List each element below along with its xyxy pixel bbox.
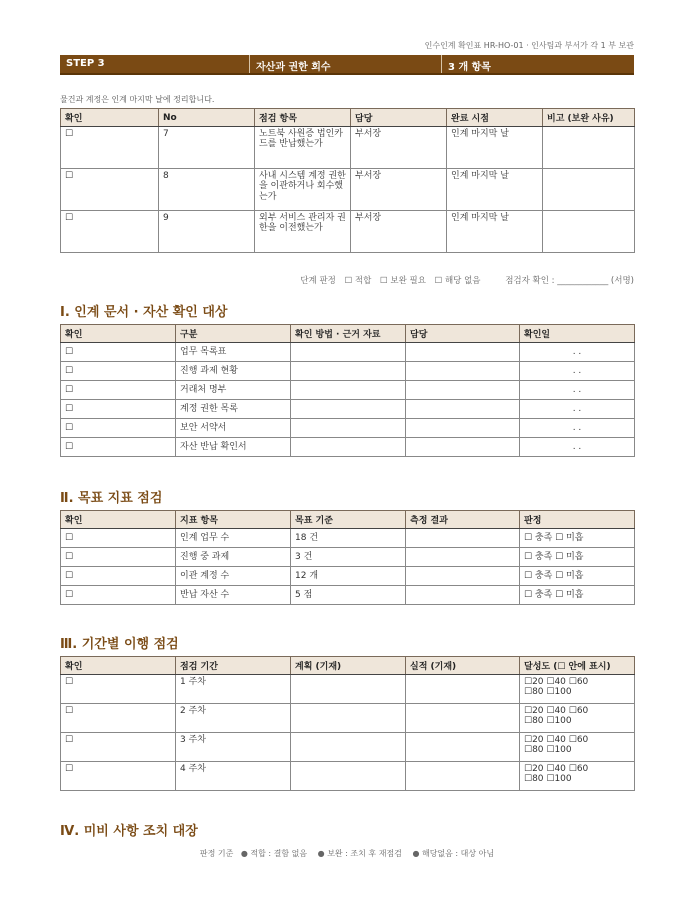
checkbox[interactable]: ☐: [61, 675, 176, 704]
judgement-option-na[interactable]: ☐ 해당 없음: [434, 276, 481, 286]
achievement-options-line: ☐80 ☐100: [524, 774, 572, 785]
column-header: 확인: [61, 325, 176, 343]
date-field[interactable]: . .: [520, 343, 635, 362]
column-header: 담당: [351, 109, 447, 127]
category-cell: 자산 반납 확인서: [176, 438, 291, 457]
stage-judgement-label: 단계 판정: [300, 276, 336, 286]
column-header: 달성도 (☐ 안에 표시): [520, 657, 635, 675]
result-field[interactable]: [406, 586, 520, 605]
metric-cell: 인계 업무 수: [176, 529, 291, 548]
table-row: [61, 343, 635, 362]
table-row: [61, 675, 635, 704]
category-cell: 업무 목록표: [176, 343, 291, 362]
owner-field[interactable]: [406, 400, 520, 419]
target-cell: 3 건: [291, 548, 406, 567]
method-field[interactable]: [291, 438, 406, 457]
step-title: 자산과 권한 회수: [250, 55, 442, 73]
target-cell: 18 건: [291, 529, 406, 548]
date-field[interactable]: . .: [520, 400, 635, 419]
plan-field[interactable]: [291, 733, 406, 762]
item-number: 7: [159, 127, 255, 169]
achievement-options[interactable]: [520, 675, 635, 704]
table-row: [61, 567, 635, 586]
column-header: 측정 결과: [406, 511, 520, 529]
table-header-row: [61, 325, 635, 343]
achievement-options[interactable]: [520, 733, 635, 762]
category-cell: 진행 과제 현황: [176, 362, 291, 381]
category-cell: 보안 서약서: [176, 419, 291, 438]
date-field[interactable]: . .: [520, 419, 635, 438]
table-row: [61, 127, 635, 169]
checkbox[interactable]: ☐: [61, 211, 159, 253]
method-field[interactable]: [291, 362, 406, 381]
achievement-options-line: ☐80 ☐100: [524, 745, 572, 756]
verdict-options[interactable]: ☐ 충족 ☐ 미흡: [520, 529, 635, 548]
plan-field[interactable]: [291, 675, 406, 704]
section-title-2: Ⅱ. 목표 지표 점검: [60, 491, 163, 506]
category-cell: 계정 권한 목록: [176, 400, 291, 419]
table-row: [61, 400, 635, 419]
table-row: [61, 211, 635, 253]
table-row: [61, 169, 635, 211]
judgement-option-fit[interactable]: ☐ 적합: [344, 276, 372, 286]
owner-field[interactable]: [406, 343, 520, 362]
metric-cell: 이관 계정 수: [176, 567, 291, 586]
achievement-options-line: ☐80 ☐100: [524, 687, 572, 698]
column-header: No: [159, 109, 255, 127]
note-field[interactable]: [543, 169, 635, 211]
column-header: 계획 (기재): [291, 657, 406, 675]
owner-field[interactable]: [406, 362, 520, 381]
item-number: 9: [159, 211, 255, 253]
inspector-signature-field[interactable]: 점검자 확인 : ____________ (서명): [505, 276, 634, 286]
category-cell: 거래처 명부: [176, 381, 291, 400]
completion-cell: 인계 마지막 날: [447, 211, 543, 253]
achievement-options-line: ☐20 ☐40 ☐60: [524, 706, 589, 716]
legend-item-na: ● 해당없음 : 대상 아님: [412, 849, 495, 858]
step-bar: [60, 55, 634, 75]
column-header: 지표 항목: [176, 511, 291, 529]
actual-field[interactable]: [406, 704, 520, 733]
period-cell: 2 주차: [176, 704, 291, 733]
table-row: [61, 704, 635, 733]
step-count: 3 개 항목: [448, 62, 491, 73]
achievement-options-line: ☐20 ☐40 ☐60: [524, 764, 589, 774]
stage-judgement-line: [294, 274, 634, 286]
checkbox[interactable]: ☐: [61, 733, 176, 762]
achievement-options-line: ☐80 ☐100: [524, 716, 572, 727]
target-cell: 12 개: [291, 567, 406, 586]
completion-cell: 인계 마지막 날: [447, 169, 543, 211]
column-header: 확인일: [520, 325, 635, 343]
achievement-options-line: ☐20 ☐40 ☐60: [524, 677, 589, 687]
table-row: [61, 586, 635, 605]
metric-cell: 반납 자산 수: [176, 586, 291, 605]
method-field[interactable]: [291, 400, 406, 419]
checkbox[interactable]: ☐: [61, 400, 176, 419]
result-field[interactable]: [406, 529, 520, 548]
table-row: [61, 529, 635, 548]
document-asset-table: [60, 324, 635, 457]
step-checklist-table: [60, 108, 635, 253]
table-header-row: [61, 109, 635, 127]
column-header: 점검 항목: [255, 109, 351, 127]
method-field[interactable]: [291, 419, 406, 438]
column-header: 구분: [176, 325, 291, 343]
checkbox[interactable]: ☐: [61, 362, 176, 381]
achievement-options-line: ☐20 ☐40 ☐60: [524, 735, 589, 745]
table-header-row: [61, 657, 635, 675]
column-header: 담당: [406, 325, 520, 343]
step-label: STEP 3: [60, 55, 250, 73]
item-number: 8: [159, 169, 255, 211]
table-row: [61, 548, 635, 567]
check-item: 외부 서비스 관리자 권한을 이전했는가: [255, 211, 351, 253]
period-cell: 4 주차: [176, 762, 291, 791]
date-field[interactable]: . .: [520, 438, 635, 457]
document-header-note: 인수인계 확인표 HR-HO-01 · 인사팀과 부서가 각 1 부 보관: [424, 41, 634, 50]
note-field[interactable]: [543, 127, 635, 169]
column-header: 완료 시점: [447, 109, 543, 127]
section-title-4: Ⅳ. 미비 사항 조치 대장: [60, 824, 198, 839]
owner-cell: 부서장: [351, 211, 447, 253]
metric-cell: 진행 중 과제: [176, 548, 291, 567]
table-row: [61, 438, 635, 457]
judgement-option-needs-fix[interactable]: ☐ 보완 필요: [380, 276, 426, 286]
result-field[interactable]: [406, 548, 520, 567]
legend-label: 판정 기준: [199, 849, 234, 858]
column-header: 확인 방법 · 근거 자료: [291, 325, 406, 343]
column-header: 확인: [61, 109, 159, 127]
checkbox[interactable]: ☐: [61, 762, 176, 791]
actual-field[interactable]: [406, 733, 520, 762]
column-header: 점검 기간: [176, 657, 291, 675]
note-field[interactable]: [543, 211, 635, 253]
legend-item-fix: ● 보완 : 조치 후 재점검: [317, 849, 402, 858]
column-header: 목표 기준: [291, 511, 406, 529]
actual-field[interactable]: [406, 675, 520, 704]
owner-field[interactable]: [406, 419, 520, 438]
target-metrics-table: [60, 510, 635, 605]
checkbox[interactable]: ☐: [61, 127, 159, 169]
checkbox[interactable]: ☐: [61, 438, 176, 457]
period-progress-table: [60, 656, 635, 791]
judgement-legend: [60, 848, 634, 859]
verdict-options[interactable]: ☐ 충족 ☐ 미흡: [520, 567, 635, 586]
completion-cell: 인계 마지막 날: [447, 127, 543, 169]
date-field[interactable]: . .: [520, 381, 635, 400]
table-header-row: [61, 511, 635, 529]
owner-cell: 부서장: [351, 127, 447, 169]
legend-item-fit: ● 적합 : 결함 없음: [240, 849, 308, 858]
period-cell: 1 주차: [176, 675, 291, 704]
table-row: [61, 762, 635, 791]
checkbox[interactable]: ☐: [61, 169, 159, 211]
actual-field[interactable]: [406, 762, 520, 791]
checkbox[interactable]: ☐: [61, 529, 176, 548]
section-title-3: Ⅲ. 기간별 이행 점검: [60, 637, 179, 652]
plan-field[interactable]: [291, 704, 406, 733]
table-row: [61, 362, 635, 381]
owner-cell: 부서장: [351, 169, 447, 211]
achievement-options[interactable]: [520, 704, 635, 733]
check-item: 사내 시스템 계정 권한을 이관하거나 회수했는가: [255, 169, 351, 211]
checkbox[interactable]: ☐: [61, 419, 176, 438]
method-field[interactable]: [291, 343, 406, 362]
checkbox[interactable]: ☐: [61, 704, 176, 733]
column-header: 확인: [61, 511, 176, 529]
period-cell: 3 주차: [176, 733, 291, 762]
table-row: [61, 419, 635, 438]
column-header: 확인: [61, 657, 176, 675]
section-title-1: Ⅰ. 인계 문서 · 자산 확인 대상: [60, 305, 228, 320]
column-header: 실적 (기재): [406, 657, 520, 675]
table-row: [61, 381, 635, 400]
column-header: 비고 (보완 사유): [543, 109, 635, 127]
owner-field[interactable]: [406, 438, 520, 457]
verdict-options[interactable]: ☐ 충족 ☐ 미흡: [520, 586, 635, 605]
method-field[interactable]: [291, 381, 406, 400]
owner-field[interactable]: [406, 381, 520, 400]
verdict-options[interactable]: ☐ 충족 ☐ 미흡: [520, 548, 635, 567]
checkbox[interactable]: ☐: [61, 586, 176, 605]
lead-text: 물건과 계정은 인계 마지막 날에 정리합니다.: [60, 95, 215, 104]
checkbox[interactable]: ☐: [61, 381, 176, 400]
date-field[interactable]: . .: [520, 362, 635, 381]
plan-field[interactable]: [291, 762, 406, 791]
column-header: 판정: [520, 511, 635, 529]
table-row: [61, 733, 635, 762]
target-cell: 5 점: [291, 586, 406, 605]
result-field[interactable]: [406, 567, 520, 586]
checkbox[interactable]: ☐: [61, 567, 176, 586]
achievement-options[interactable]: [520, 762, 635, 791]
checkbox[interactable]: ☐: [61, 343, 176, 362]
check-item: 노트북 사원증 법인카드를 반납했는가: [255, 127, 351, 169]
checkbox[interactable]: ☐: [61, 548, 176, 567]
